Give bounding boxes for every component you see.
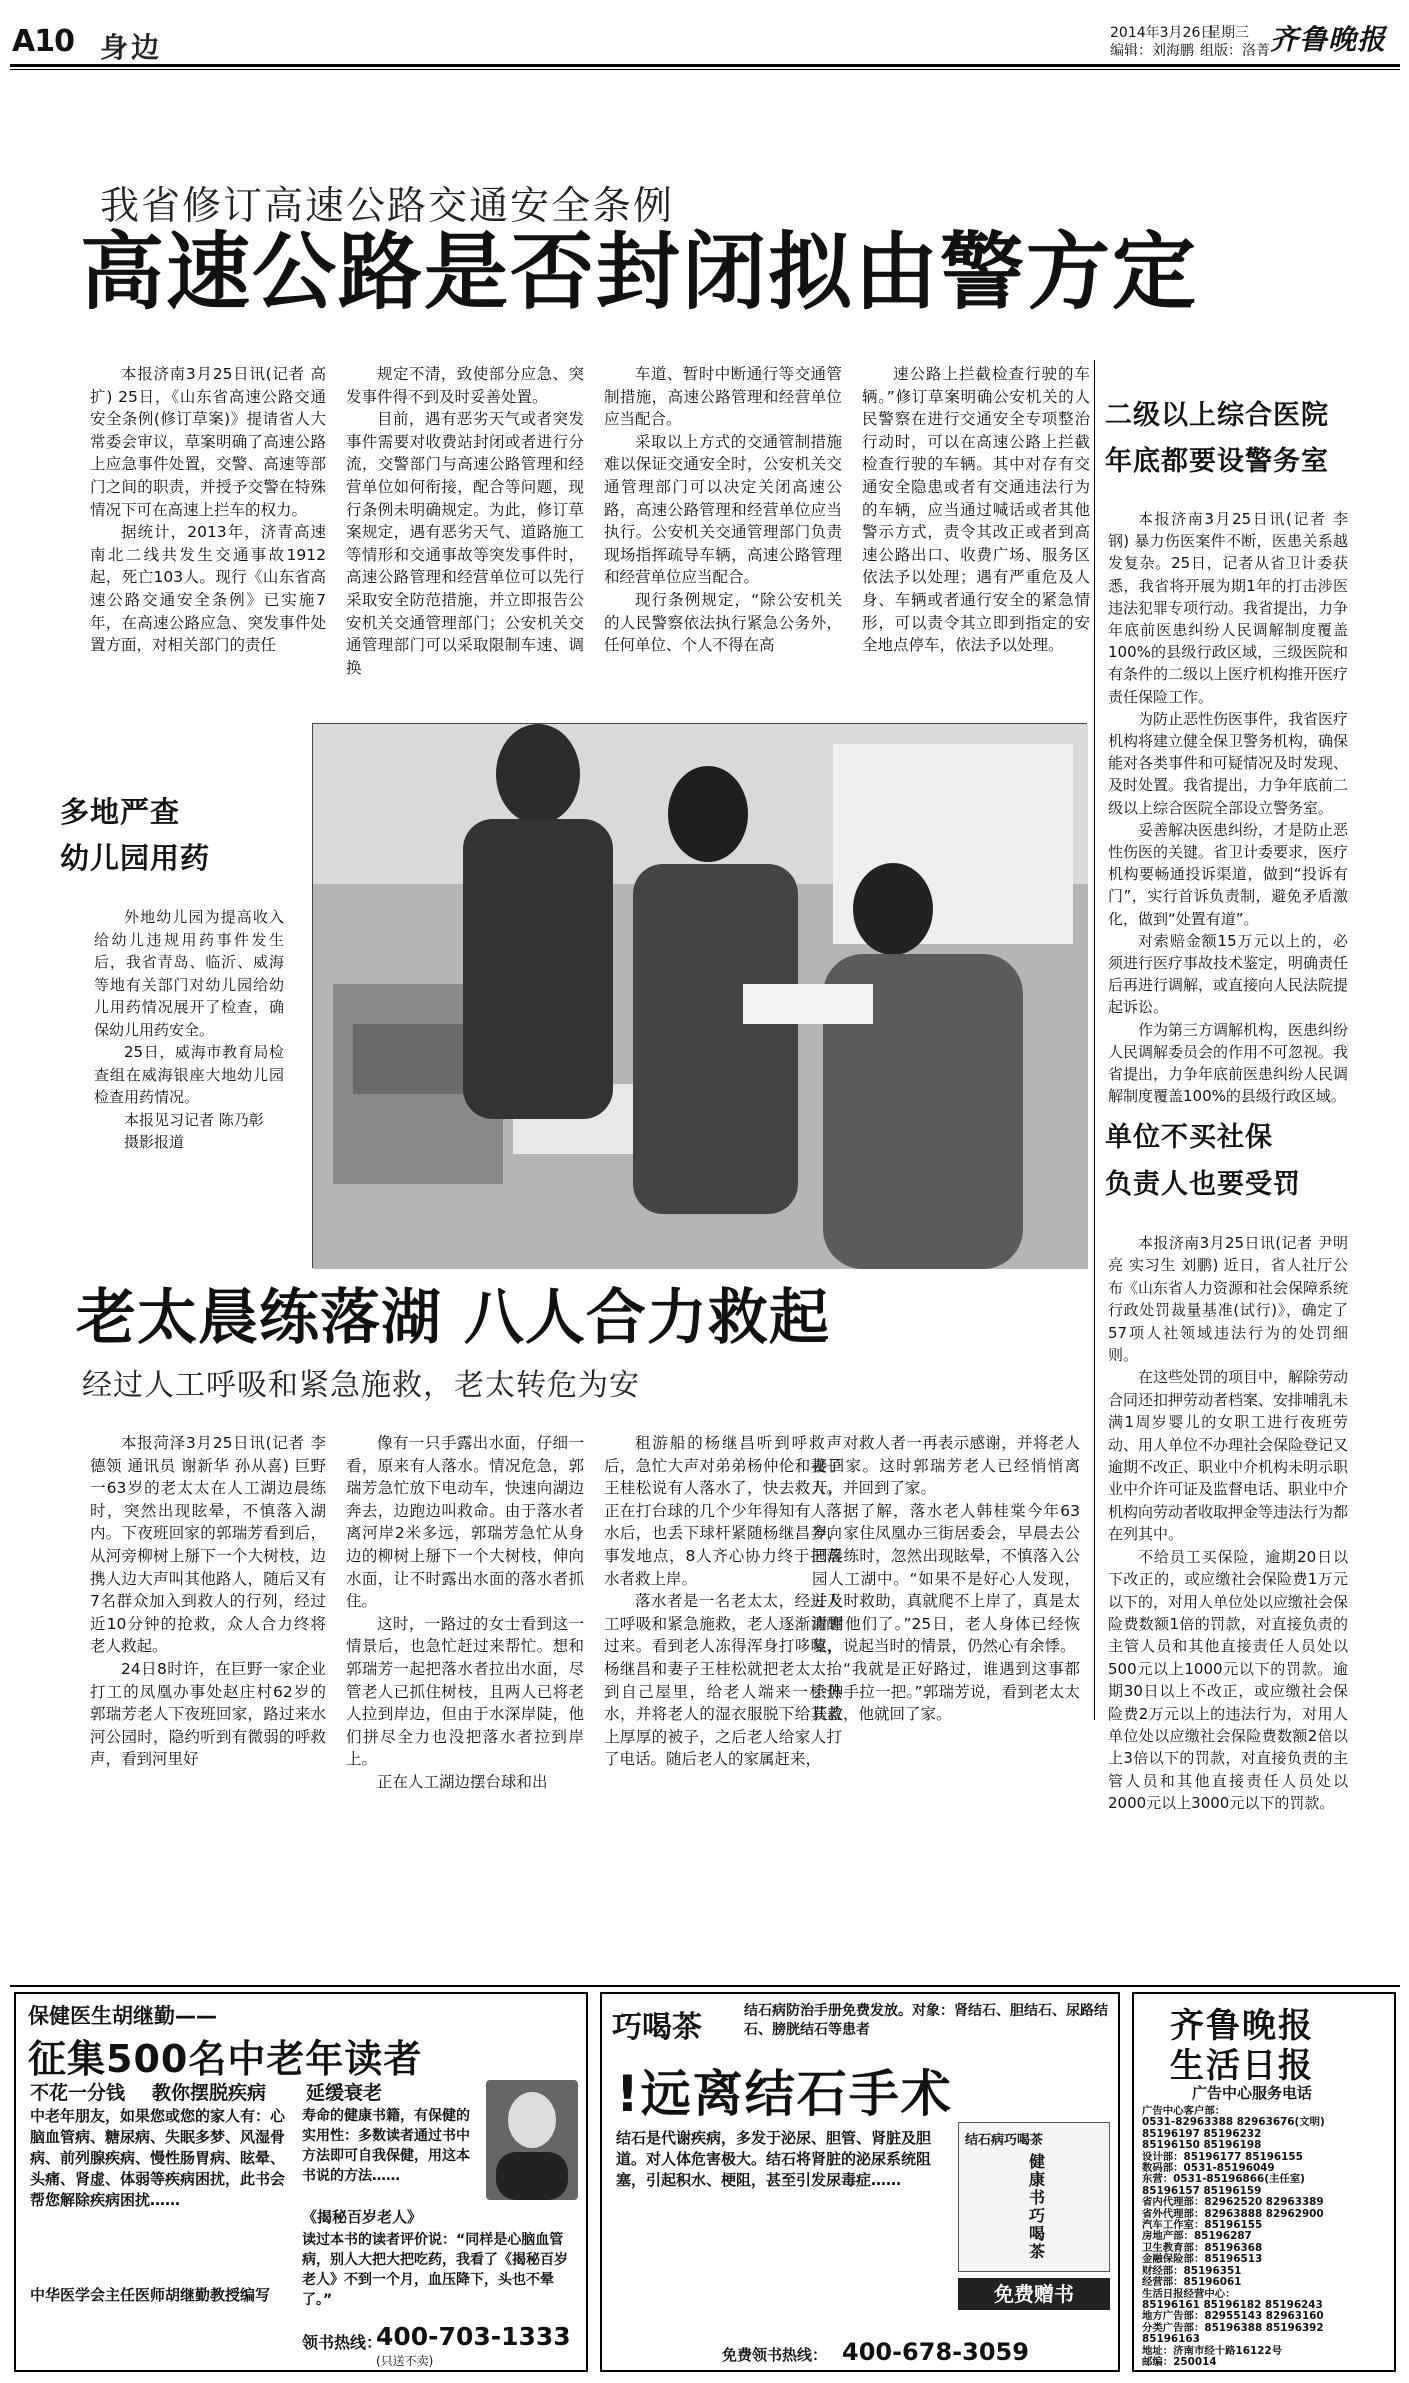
column-divider xyxy=(1094,360,1095,1720)
lead-col2-para-2: 目前，遇有恶劣天气或者突发事件需要对收费站封闭或者进行分流，交警部门与高速公路管理和经营单位如何衔接，配合等问题，现行条例未明确规定。为此，修订草案规定，遇有恶劣天气、道路施工等情形和交通事故等突发事件时，高速公路管理和经营单位可以先行采取安全防范措施，并立即报告公安机关交通管理部门；公安机关交通管理部门可以采取限制车速、调换 xyxy=(346,410,584,677)
social-para-2: 在这些处罚的项目中，解除劳动合同还扣押劳动者档案、安排哺乳未满1周岁婴儿的女职工进行夜班劳动、用人单位不办理社会保险登记又逾期不改正、职业中介机构未明示职业中介许可证及监督电话、职业中介机构向劳动者收取押金等违法行为都在列其中。 xyxy=(1108,1368,1349,1544)
ad1-body: 中老年朋友，如果您或您的家人有：心脑血管病、糖尿病、失眠多梦、风湿骨病、前列腺疾病、慢性肠胃病、眩晕、头痛、肾虚、体弱等疾病困扰，此书会帮您解除疾病困扰…… xyxy=(30,2107,286,2209)
ad1-tag: 保健医生胡继勤—— xyxy=(28,2004,217,2028)
hospital-para-1: 本报济南3月25日讯(记者 李钢) 暴力伤医案件不断，医患关系越发复杂。25日，记者从省卫计委获悉，我省将开展为期1年的打击涉医违法犯罪专项行动。我省提出，力争年底前医患纠纷人民调解制度覆盖100%的县级行政区域，三级医院和有条件的二级以上医疗机构推开医疗责任保险工作。 xyxy=(1108,510,1349,706)
kindergarten-body xyxy=(94,906,284,1206)
ad3-contact-line: 房地产部：85196287 xyxy=(1142,2230,1252,2243)
ad1-reader-quote: 读过本书的读者评价说：“同样是心脑血管病，别人大把大把吃药，我看了《揭秘百岁老人》不到一个月，血压降下，头也不晕了。” xyxy=(302,2232,568,2308)
kindergarten-title-line-2: 幼儿园用药 xyxy=(60,841,211,875)
lead-col4-para-1: 速公路上拦截检查行驶的车辆。”修订草案明确公安机关的人民警察在进行交通安全专项整治行动时，可以在高速公路上拦截检查行驶的车辆。其中对存有交通安全隐患或者有交通违法行为的车辆，应当通过喊话或者其他警示方式，责令其改正或者到高速公路出口、收费广场、服务区依法予以处理；遇有严重危及人身、车辆或者通行安全的紧急情形，可以责令其立即到指定的安全地点停车，依法予以处理。 xyxy=(862,365,1090,655)
ad1-book-title: 《揭秘百岁老人》 xyxy=(302,2208,423,2226)
hospital-para-3: 妥善解决医患纠纷，才是防止恶性伤医的关键。省卫计委要求，医疗机构要畅通投诉渠道，做到“投诉有门”，实行首诉负责制，避免矛盾激化，做到“处置有道”。 xyxy=(1108,820,1349,928)
ad3-contact-lines xyxy=(1142,2106,1392,2370)
rescue-col1-para-2: 24日8时许，在巨野一家企业打工的凤凰办事处赵庄村62岁的郭瑞芳老人下夜班回家，路过来水河公园时，隐约听到有微弱的呼救声，看到河里好 xyxy=(90,1659,326,1769)
social-para-1: 本报济南3月25日讯(记者 尹明亮 实习生 刘鹏) 近日，省人社厅公布《山东省人力资源和社会保障系统行政处罚裁量基准(试行)》，确定了57项人社领域违法行为的处罚细则。 xyxy=(1108,1234,1349,1365)
hospital-para-2: 为防止恶性伤医事件，我省医疗机构将建立健全保卫警务机构，确保能对各类事件和可疑情况及时发现、及时处置。我省提出，力争年底前二级以上综合医院全部设立警务室。 xyxy=(1108,709,1349,817)
ad2-title: !远离结石手术 xyxy=(616,2065,953,2123)
ad3-contact-line: 85196163 xyxy=(1142,2333,1200,2346)
lead-column-4 xyxy=(862,363,1090,693)
ad1-slogan-2: 教你摆脱疾病 xyxy=(152,2082,267,2104)
ad3-contact-line: 数码部：0531-85196049 xyxy=(1142,2162,1275,2175)
ad1-phone-label: 领书热线： xyxy=(302,2333,383,2352)
ad3-contact-line: 广告中心客户部： xyxy=(1142,2105,1226,2117)
social-para-3: 不给员工买保险，逾期20日以下改正的，或应缴社会保险费1万元以下的，对用人单位处以应缴社会保险费数额1倍的罚款，对直接负责的主管人员和其他直接责任人员处以500元以上1000元以下的罚款。逾期30日以上不改正，或应缴社会保险费2万元以上的违法行为，对用人单位处以应缴社会保险费数额2倍以上3倍以下的罚款，对直接负责的主管人员和其他直接责任人员处以2000元以上3000元以下的罚款。 xyxy=(1108,1547,1349,1813)
ad3-contact-line: 汽车工作室：85196155 xyxy=(1142,2219,1263,2232)
ad3-subtitle: 广告中心服务电话 xyxy=(1192,2084,1313,2102)
ad3-contact-line: 生活日报经营中心： xyxy=(1142,2287,1236,2300)
ad3-contact-line: 东营：0531-85196866(主任室) xyxy=(1142,2173,1305,2186)
ad1-slogan-3: 延缓衰老 xyxy=(306,2082,383,2104)
rescue-column-4 xyxy=(812,1432,1080,1972)
ad2-book-cover xyxy=(958,2122,1110,2272)
rescue-col2-para-2: 这时，一路过的女士看到这一情景后，也急忙赶过来帮忙。想和郭瑞芳一起把落水者拉出水面，尽管老人已抓住树枝，且两人已将老人拉到岸边，但由于水深岸陡，他们拼尽全力也没把落水者拉到岸上。 xyxy=(346,1614,584,1769)
page-number: A10 xyxy=(12,24,74,59)
hospital-body xyxy=(1108,508,1349,1106)
lead-col3-para-1: 车道、暂时中断通行等交通管制措施，高速公路管理和经营单位应当配合。 xyxy=(604,365,842,429)
editor-credit: 编辑：刘海鹏 xyxy=(1110,43,1194,59)
ad3-contact-line: 财经部：85196351 xyxy=(1142,2264,1242,2277)
lead-col3-para-2: 采取以上方式的交通管制措施难以保证交通安全时，公安机关交通管理部门可以决定关闭高速公路，高速公路管理和经营单位应当执行。公安机关交通管理部门负责现场指挥疏导车辆，高速公路管理和经营单位应当配合。 xyxy=(604,432,842,587)
rescue-col1-para-1: 本报菏泽3月25日讯(记者 李德领 通讯员 谢新华 孙从喜) 巨野一63岁的老太太在人工湖边晨练时，突然出现眩晕，不慎落入湖内。下夜班回家的郭瑞芳看到后，从河旁柳树上掰下一个大树枝，边携人边大声叫其他路人，随后又有7名群众加入到救人的行列，经过近10分钟的抢救，众人合力终将老人救起。 xyxy=(90,1434,326,1656)
kindergarten-para-2: 25日，威海市教育局检查组在威海银座大地幼儿园检查用药情况。 xyxy=(94,1043,284,1106)
lead-col2-para-1: 规定不清，致使部分应急、突发事件得不到及时妥善处置。 xyxy=(346,365,584,406)
ad3-contact-line: 地址：济南市经十路16122号 xyxy=(1142,2344,1283,2357)
ad2-body: 结石是代谢疾病，多发于泌尿、胆管、肾脏及胆道。对人体危害极大。结石将肾脏的泌尿系统阻塞，引起积水、梗阻，甚至引发尿毒症…… xyxy=(616,2129,932,2189)
ad-section-rule xyxy=(10,1985,1400,1987)
lead-column-3 xyxy=(604,363,842,693)
ad1-slogan-1: 不花一分钱 xyxy=(30,2082,126,2104)
issue-weekday: 星期三 xyxy=(1207,25,1249,41)
ad3-title-2: 生活日报 xyxy=(1170,2046,1314,2086)
ad3-contact-line: 卫生教育部：85196368 xyxy=(1142,2241,1263,2254)
ad1-phone-note: (只送不卖) xyxy=(376,2354,434,2368)
ad2-intro: 结石病防治手册免费发放。对象：肾结石、胆结石、尿路结石、膀胱结石等患者 xyxy=(744,2003,1108,2038)
ad2-phone-label: 免费领书热线： xyxy=(722,2346,828,2364)
ad-contact-list xyxy=(1132,1992,1396,2372)
rescue-column-2 xyxy=(346,1432,584,1972)
lead-col3-para-3: 现行条例规定，“除公安机关的人民警察依法执行紧急公务外，任何单位、个人不得在高 xyxy=(604,590,842,655)
ad3-contact-line: 经营部：85196061 xyxy=(1142,2276,1242,2289)
lead-col1-para-2: 据统计，2013年，济青高速南北二线共发生交通事故1912起，死亡103人。现行《山东省高速公路交通安全条例》已实施7年，在高速公路应急、突发事件处置方面，对相关部门的责任 xyxy=(90,523,326,655)
kindergarten-para-1: 外地幼儿园为提高收入给幼儿违规用药事件发生后，我省青岛、临沂、威海等地有关部门对幼儿园给幼儿用药情况展开了检查，确保幼儿用药安全。 xyxy=(94,908,284,1039)
rescue-col2-para-1: 像有一只手露出水面，仔细一看，原来有人落水。情况危急，郭瑞芳急忙放下电动车，快速向湖边奔去，边跑边叫救命。由于落水者离河岸2米多远，郭瑞芳急忙从身边的柳树上掰下一个大树枝，伸向水面，让不时露出水面的落水者抓住。 xyxy=(346,1434,584,1611)
lead-column-2 xyxy=(346,363,584,693)
social-title-line-2: 负责人也要受罚 xyxy=(1105,1169,1301,1200)
hospital-title-line-2: 年底都要设警务室 xyxy=(1105,446,1329,477)
rescue-col3-para-2: 落水者是一名老太太，经过人工呼吸和紧急施救，老人逐渐清醒过来。看到老人冻得浑身打哆嗦，杨继昌和妻子王桂松就把老太太抬到自己屋里，给老人端来一杯热水，并将老人的湿衣服脱下给其盖上厚厚的被子，之后老人给家人打了电话。随后老人的家属赶来， xyxy=(604,1592,842,1769)
rescue-column-1 xyxy=(90,1432,326,1972)
ad-kidney-stone[interactable] xyxy=(600,1992,1120,2372)
ad3-contact-line: 金融保险部：85196513 xyxy=(1142,2253,1263,2266)
ad-health-book[interactable] xyxy=(14,1992,588,2372)
news-photo xyxy=(312,723,1087,1268)
ad1-footer: 中华医学会主任医师胡继勤教授编写 xyxy=(30,2286,271,2304)
hospital-para-4: 对索赔金额15万元以上的，必须进行医疗事故技术鉴定，明确责任后再进行调解，或直接向人民法院提起诉讼。 xyxy=(1108,931,1349,1017)
ad2-brand: 巧喝茶 xyxy=(612,2010,702,2045)
header-rule xyxy=(10,64,1400,67)
hospital-title-line-1: 二级以上综合医院 xyxy=(1105,400,1329,431)
ad3-contact-line: 省外代理部：82963888 82962900 xyxy=(1142,2207,1324,2220)
ad3-contact-line: 设计部：85196177 85196155 xyxy=(1142,2150,1303,2163)
ad1-phone[interactable]: 400-703-1333 xyxy=(376,2322,571,2351)
ad2-book-side: 健康书 巧喝茶 xyxy=(1029,2152,1046,2261)
rescue-headline: 老太晨练落湖 八人合力救起 xyxy=(76,1283,830,1353)
ad3-contact-line: 邮编：250014 xyxy=(1142,2355,1217,2368)
social-body xyxy=(1108,1232,1348,1977)
rescue-column-3 xyxy=(604,1432,842,1972)
rescue-col4-para-3: “我就是正好路过，谁遇到这事都会伸手拉一把。”郭瑞芳说，看到老太太获救，他就回了家。 xyxy=(812,1659,1080,1724)
lead-column-1 xyxy=(90,363,326,693)
ad3-contact-line: 85196161 85196182 85196243 xyxy=(1142,2298,1323,2311)
lead-kicker: 我省修订高速公路交通安全条例 xyxy=(100,184,675,229)
ad3-title-1: 齐鲁晚报 xyxy=(1170,2006,1314,2046)
ad3-contact-line: 地方广告部：82955143 82963160 xyxy=(1142,2310,1324,2323)
ad3-contact-line: 85196197 85196232 xyxy=(1142,2127,1262,2140)
lead-col1-para-1: 本报济南3月25日讯(记者 高扩) 25日，《山东省高速公路交通安全条例(修订草案)》提请省人大常委会审议，草案明确了高速公路上应急事件处置，交警、高速等部门之间的职责，并授予交警在特殊情况下可在高速上拦车的权力。 xyxy=(90,365,326,519)
ad1-portrait xyxy=(486,2080,578,2200)
rescue-col4-para-2: 据了解，落水老人韩桂棠今年63岁，家住凤凰办三街居委会，早晨去公园晨练时，忽然出现眩晕，不慎落入公园人工湖中。“如果不是好心人发现，并及时救助，真就爬不上岸了，真是太谢谢他们了。”25日，老人身体已经恢复，说起当时的情景，仍然心有余悸。 xyxy=(812,1501,1080,1656)
lead-headline: 高速公路是否封闭拟由警方定 xyxy=(80,223,1199,321)
rescue-col2-para-3: 正在人工湖边摆台球和出 xyxy=(377,1772,548,1791)
kindergarten-credit-1: 本报见习记者 陈乃彰 xyxy=(124,1110,264,1129)
kindergarten-title-line-1: 多地严查 xyxy=(60,795,181,829)
rescue-subhead: 经过人工呼吸和紧急施救，老太转危为安 xyxy=(82,1368,640,1403)
photo-illustration xyxy=(313,724,1088,1269)
paper-logo: 齐鲁晚报 xyxy=(1270,23,1387,56)
layout-credit: 组版：洛菁 xyxy=(1200,43,1270,59)
hospital-para-5: 作为第三方调解机构，医患纠纷人民调解委员会的作用不可忽视。我省提出，力争年底前医患纠纷人民调解制度覆盖100%的县级行政区域。 xyxy=(1108,1020,1349,1106)
header-rule-thin xyxy=(10,69,1400,70)
ad2-phone[interactable]: 400-678-3059 xyxy=(842,2338,1029,2366)
section-name: 身边 xyxy=(100,31,163,64)
kindergarten-credit-2: 摄影报道 xyxy=(124,1133,185,1151)
issue-date: 2014年3月26日 xyxy=(1110,25,1215,41)
ad3-contact-line: 85196150 85196198 xyxy=(1142,2139,1262,2152)
ad2-book-badge: 免费赠书 xyxy=(958,2278,1110,2310)
ad2-book-name: 结石病巧喝茶 xyxy=(965,2133,1044,2148)
rescue-col3-para-1: 租游船的杨继昌听到呼救声后，急忙大声对弟弟杨仲伦和妻子王桂松说有人落水了，快去救人。正在打台球的几个少年得知有人落水后，也丢下球杆紧随杨继昌奔向事发地点，8人齐心协力终于把落水者救上岸。 xyxy=(604,1434,842,1588)
ad3-contact-line: 分类广告部：85196388 85196392 xyxy=(1142,2321,1324,2334)
ad3-contact-line: 85196157 85196159 xyxy=(1142,2184,1262,2197)
rescue-col4-para-1: 对救人者一再表示感谢，并将老人接回家。这时郭瑞芳老人已经悄悄离开，并回到了家。 xyxy=(812,1434,1080,1498)
ad1-side-text: 寿命的健康书籍，有保健的实用性：多数读者通过书中方法即可自我保健，用这本书说的方法…… xyxy=(302,2108,470,2184)
social-title-line-1: 单位不买社保 xyxy=(1105,1122,1273,1153)
ad1-title: 征集500名中老年读者 xyxy=(28,2037,423,2081)
ad3-contact-line: 省内代理部：82962520 82963389 xyxy=(1142,2196,1324,2209)
ad3-contact-line: 0531-82963388 82963676(文明) xyxy=(1142,2116,1325,2129)
